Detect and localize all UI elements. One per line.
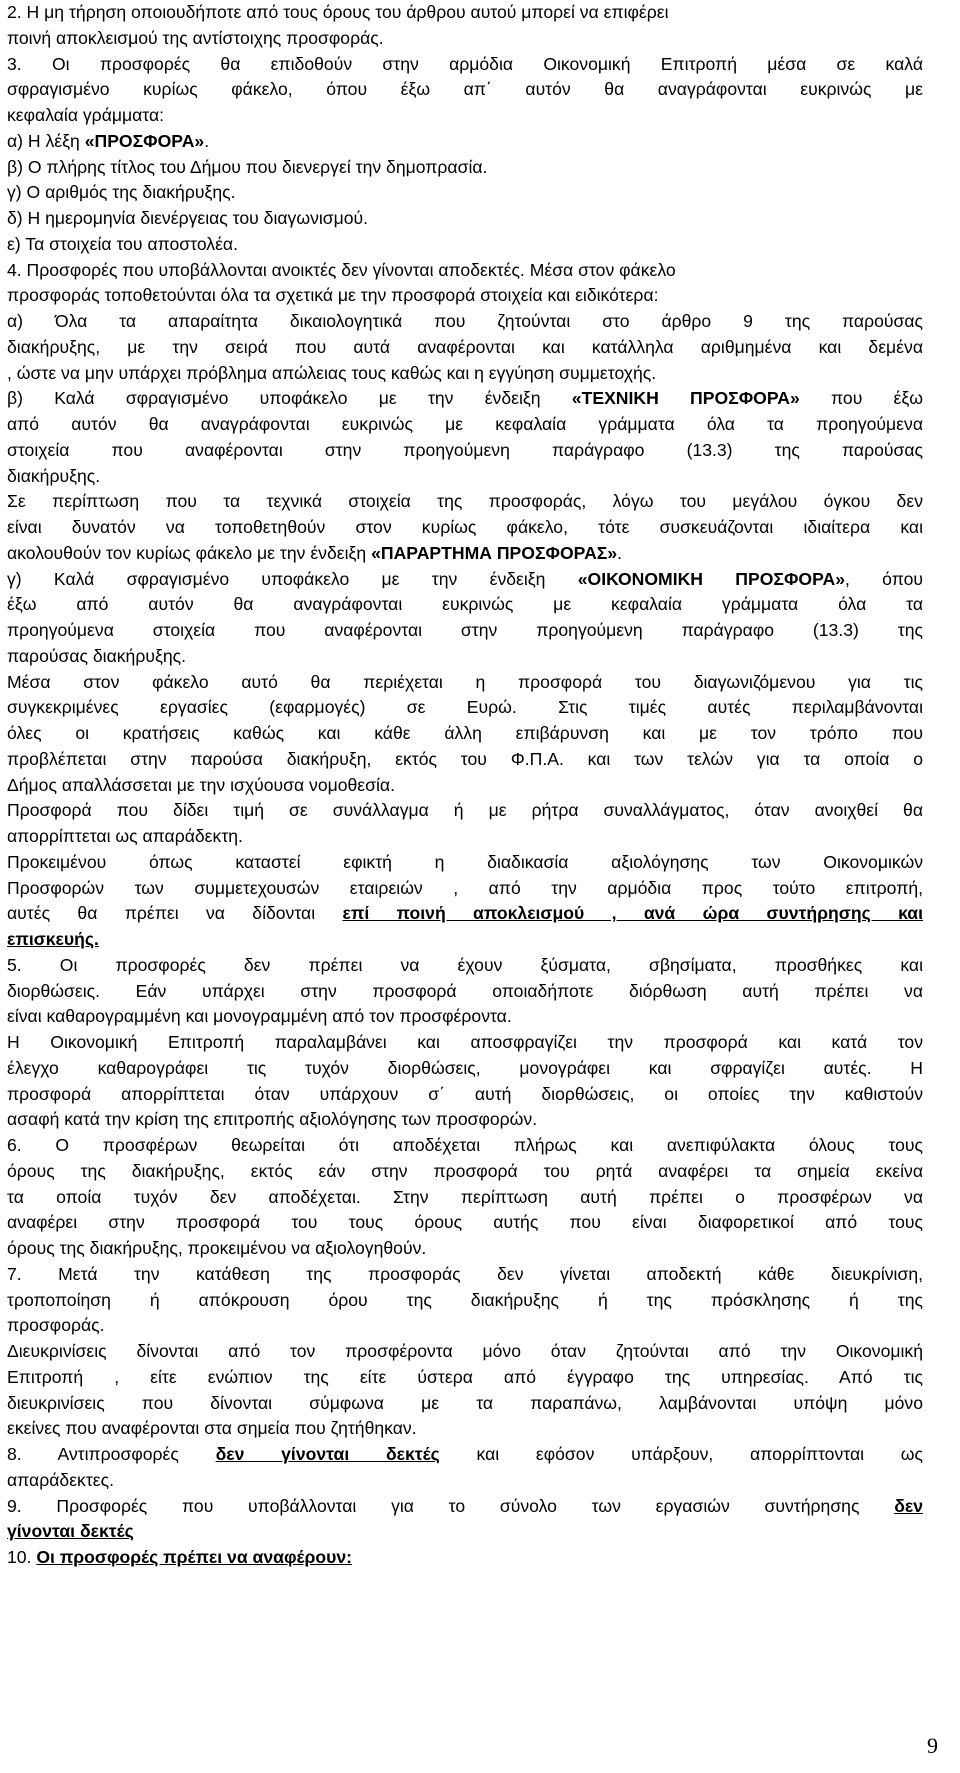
text-segment: αναφέρει στην προσφορά του τους όρους αυτής που είναι διαφορετικοί από τους [7, 1212, 923, 1233]
text-line [7, 232, 923, 258]
text-line [7, 1004, 923, 1030]
text-segment: ασαφή κατά την κρίση της επιτροπής αξιολόγησης των προσφορών. [7, 1109, 538, 1130]
text-line [7, 1519, 923, 1545]
text-line [7, 1468, 923, 1494]
text-segment: 3. Οι προσφορές θα επιδοθούν στην αρμόδια Οικονομική Επιτροπή μέσα σε καλά [7, 53, 923, 74]
text-segment: σφραγισμένο κυρίως φάκελο, όπου έξω απ΄ αυτόν θα αναγράφονται ευκρινώς με [7, 79, 923, 100]
text-segment: διορθώσεις. Εάν υπάρχει στην προσφορά οποιαδήποτε διόρθωση αυτή πρέπει να [7, 980, 923, 1001]
text-line [7, 515, 923, 541]
text-segment: προσφοράς τοποθετούνται όλα τα σχετικά με την προσφορά στοιχεία και ειδικότερα: [7, 285, 659, 306]
text-segment: γ) Καλά σφραγισμένο υποφάκελο με την ένδειξη [7, 568, 578, 589]
document-body [7, 0, 923, 1571]
text-segment: όρους της διακήρυξης, εκτός εάν στην προσφορά του ρητά αναφέρει τα σημεία εκείνα [7, 1160, 923, 1181]
text-segment: Προσφορών των συμμετεχουσών εταιρειών , από την αρμόδια προς τούτο επιτροπή, [7, 877, 923, 898]
text-line [7, 283, 923, 309]
text-line [7, 155, 923, 181]
text-segment: είναι δυνατόν να τοποθετηθούν στον κυρίως φάκελο, τότε συσκευάζονται ιδιαίτερα και [7, 517, 923, 537]
text-line [7, 1030, 923, 1056]
text-line [7, 876, 923, 902]
text-segment: 4. Προσφορές που υποβάλλονται ανοικτές δεν γίνονται αποδεκτές. Μέσα στον φάκελο [7, 259, 676, 280]
text-segment: προβλέπεται στην παρούσα διακήρυξη, εκτός του Φ.Π.Α. και των τελών για τα οποία ο [7, 748, 923, 769]
text-line [7, 1391, 923, 1417]
text-line [7, 1262, 923, 1288]
text-segment: β) Ο πλήρης τίτλος του Δήμου που διενεργεί την δημοπρασία. [7, 156, 488, 177]
text-line [7, 1133, 923, 1159]
text-segment: εκείνες που αναφέρονται στα σημεία που ζητήθηκαν. [7, 1418, 417, 1439]
text-line [7, 1313, 923, 1339]
text-line [7, 1236, 923, 1262]
text-segment: , όπου [845, 568, 923, 589]
page-number: 9 [927, 1733, 938, 1758]
emphasis-text: γίνονται δεκτές [7, 1521, 134, 1542]
text-segment: Διευκρινίσεις δίνονται από τον προσφέροντα μόνο όταν ζητούνται από την Οικονομική [7, 1341, 923, 1361]
text-segment: Επιτροπή , είτε ενώπιον της είτε ύστερα από έγγραφο της υπηρεσίας. Από τις [7, 1366, 923, 1387]
text-line [7, 52, 923, 78]
text-segment: α) Η λέξη [7, 130, 85, 151]
text-line [7, 129, 923, 155]
text-line [7, 1082, 923, 1108]
text-line [7, 927, 923, 953]
text-line [7, 438, 923, 464]
text-line [7, 206, 923, 232]
text-line [7, 953, 923, 979]
text-line [7, 464, 923, 490]
emphasis-text: δεν γίνονται δεκτές [215, 1444, 440, 1464]
text-segment: αυτές θα πρέπει να δίδονται [7, 903, 343, 924]
text-segment: 2. Η μη τήρηση οποιουδήποτε από τους όρους του άρθρου αυτού μπορεί να επιφέρει [7, 2, 669, 22]
text-line [7, 361, 923, 387]
text-segment: προσφοράς. [7, 1315, 105, 1336]
text-segment: Προκειμένου όπως καταστεί εφικτή η διαδικασία αξιολόγησης των Οικονομικών [7, 851, 923, 872]
text-segment: είναι καθαρογραμμένη και μονογραμμένη από τον προσφέροντα. [7, 1006, 512, 1027]
text-line [7, 541, 923, 567]
text-segment: διακήρυξης. [7, 465, 101, 486]
text-segment: Μέσα στον φάκελο αυτό θα περιέχεται η προσφορά του διαγωνιζόμενου για τις [7, 671, 923, 692]
text-line [7, 1339, 923, 1365]
text-segment: και εφόσον υπάρξουν, απορρίπτονται ως [439, 1444, 923, 1464]
text-segment: ε) Τα στοιχεία του αποστολέα. [7, 233, 238, 254]
text-line [7, 1365, 923, 1391]
text-segment: β) Καλά σφραγισμένο υποφάκελο με την ένδειξη [7, 388, 572, 409]
text-segment: τα οποία τυχόν δεν αποδέχεται. Στην περίπτωση αυτή πρέπει ο προσφέρων να [7, 1186, 923, 1207]
text-line [7, 489, 923, 515]
text-line [7, 644, 923, 670]
text-line [7, 386, 923, 412]
text-line [7, 258, 923, 284]
text-segment: όλες οι κρατήσεις καθώς και κάθε άλλη επιβάρυνση και με τον τρόπο που [7, 723, 923, 743]
text-segment: Η Οικονομική Επιτροπή παραλαμβάνει και αποσφραγίζει την προσφορά και κατά τον [7, 1032, 923, 1052]
text-segment: προσφορά απορρίπτεται όταν υπάρχουν σ΄ αυτή διορθώσεις, οι οποίες την καθιστούν [7, 1083, 923, 1104]
text-segment: απαράδεκτες. [7, 1469, 115, 1490]
text-line [7, 979, 923, 1005]
text-line [7, 1056, 923, 1082]
text-segment: Προσφορά που δίδει τιμή σε συνάλλαγμα ή με ρήτρα συναλλάγματος, όταν ανοιχθεί θα [7, 800, 923, 821]
text-line [7, 1416, 923, 1442]
text-segment: γ) Ο αριθμός της διακήρυξης. [7, 182, 236, 203]
text-line [7, 901, 923, 927]
text-segment: διακήρυξης, με την σειρά που αυτά αναφέρονται και κατάλληλα αριθμημένα και δεμένα [7, 336, 923, 357]
text-segment: έξω από αυτόν θα αναγράφονται ευκρινώς με κεφαλαία γράμματα όλα τα [7, 594, 923, 615]
text-segment: α) Όλα τα απαραίτητα δικαιολογητικά που ζητούνται στο άρθρο 9 της παρούσας [7, 311, 923, 331]
text-line [7, 1159, 923, 1185]
text-line [7, 567, 923, 593]
text-segment: όρους της διακήρυξης, προκειμένου να αξιολογηθούν. [7, 1238, 427, 1258]
text-line [7, 618, 923, 644]
text-line [7, 1442, 923, 1468]
emphasis-text: Οι προσφορές πρέπει να αναφέρουν: [36, 1547, 352, 1567]
emphasis-text: «ΠΡΟΣΦΟΡΑ» [84, 130, 205, 151]
text-line [7, 26, 923, 52]
text-segment: . [204, 130, 210, 151]
text-line [7, 747, 923, 773]
text-segment: Σε περίπτωση που τα τεχνικά στοιχεία της προσφοράς, λόγω του μεγάλου όγκου δεν [7, 491, 923, 512]
emphasis-text: «ΤΕΧΝΙΚΗ ΠΡΟΣΦΟΡΑ» [571, 388, 800, 409]
text-segment: από αυτόν θα αναγράφονται ευκρινώς με κεφαλαία γράμματα όλα τα προηγούμενα [7, 414, 923, 434]
text-segment: προηγούμενα στοιχεία που αναφέρονται στην προηγούμενη παράγραφο (13.3) της [7, 620, 923, 640]
text-segment: τροποποίηση ή απόκρουση όρου της διακήρυξης ή της πρόσκλησης ή της [7, 1289, 923, 1310]
text-line [7, 77, 923, 103]
emphasis-text: επισκευής. [7, 929, 99, 949]
text-line [7, 1545, 923, 1571]
text-line [7, 850, 923, 876]
text-line [7, 412, 923, 438]
text-segment: στοιχεία που αναφέρονται στην προηγούμενη παράγραφο (13.3) της παρούσας [7, 439, 923, 460]
text-segment: . [617, 542, 623, 563]
emphasis-text: «ΟΙΚΟΝΟΜΙΚΗ ΠΡΟΣΦΟΡΑ» [577, 568, 846, 589]
text-line [7, 180, 923, 206]
text-segment: , ώστε να μην υπάρχει πρόβλημα απώλειας τους καθώς και η εγγύηση συμμετοχής. [7, 362, 657, 383]
text-segment: ποινή αποκλεισμού της αντίστοιχης προσφοράς. [7, 27, 384, 48]
text-line [7, 798, 923, 824]
text-line [7, 1185, 923, 1211]
text-segment: 6. Ο προσφέρων θεωρείται ότι αποδέχεται πλήρως και ανεπιφύλακτα όλους τους [7, 1135, 923, 1155]
text-line [7, 309, 923, 335]
text-line [7, 1210, 923, 1236]
text-line [7, 0, 923, 26]
text-line [7, 773, 923, 799]
text-segment: 7. Μετά την κατάθεση της προσφοράς δεν γίνεται αποδεκτή κάθε διευκρίνιση, [7, 1263, 923, 1284]
text-segment: έλεγχο καθαρογράφει τις τυχόν διορθώσεις, μονογράφει και σφραγίζει αυτές. Η [7, 1057, 923, 1078]
text-segment: 5. Οι προσφορές δεν πρέπει να έχουν ξύσματα, σβησίματα, προσθήκες και [7, 954, 923, 975]
emphasis-text: επί ποινή αποκλεισμού , ανά ώρα συντήρησης και [342, 903, 923, 924]
text-segment: διευκρινίσεις που δίνονται σύμφωνα με τα παραπάνω, λαμβάνονται υπόψη μόνο [7, 1392, 923, 1413]
text-line [7, 695, 923, 721]
text-segment: δ) Η ημερομηνία διενέργειας του διαγωνισμού. [7, 208, 369, 228]
text-segment: απορρίπτεται ως απαράδεκτη. [7, 826, 243, 846]
text-line [7, 824, 923, 850]
text-segment: που έξω [799, 388, 923, 409]
text-segment: Δήμος απαλλάσσεται με την ισχύουσα νομοθεσία. [7, 774, 395, 795]
text-segment: 9. Προσφορές που υποβάλλονται για το σύνολο των εργασιών συντήρησης [7, 1495, 895, 1516]
text-line [7, 1107, 923, 1133]
text-segment: ακολουθούν τον κυρίως φάκελο με την ένδειξη [7, 542, 372, 563]
text-line [7, 721, 923, 747]
text-line [7, 335, 923, 361]
text-line [7, 1494, 923, 1520]
text-line [7, 670, 923, 696]
text-line [7, 103, 923, 129]
text-segment: κεφαλαία γράμματα: [7, 105, 165, 125]
text-segment: παρούσας διακήρυξης. [7, 645, 186, 666]
text-segment: 10. [7, 1547, 37, 1567]
text-line [7, 592, 923, 618]
text-segment: 8. Αντιπροσφορές [7, 1444, 216, 1464]
emphasis-text: «ΠΑΡΑΡΤΗΜΑ ΠΡΟΣΦΟΡΑΣ» [371, 542, 618, 563]
text-segment: συγκεκριμένες εργασίες (εφαρμογές) σε Ευρώ. Στις τιμές αυτές περιλαμβάνονται [7, 697, 923, 718]
text-line [7, 1288, 923, 1314]
emphasis-text: δεν [894, 1495, 923, 1516]
